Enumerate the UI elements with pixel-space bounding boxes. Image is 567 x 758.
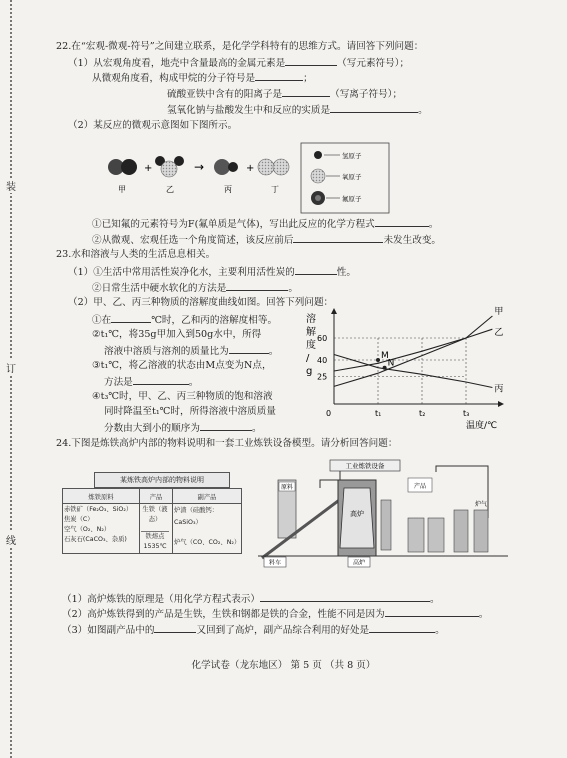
point-label: N bbox=[387, 358, 395, 369]
answer-blank[interactable] bbox=[330, 103, 418, 113]
q23-s3a: ③t₁℃，将乙溶液的状态由M点变为N点， bbox=[92, 360, 272, 371]
q23-s2b: 溶液中溶质与溶剂的质量比为 。 bbox=[104, 346, 279, 357]
q24-part2: （2）高炉炼铁得到的产品是生铁，生铁和钢都是铁的合金，性能不同是因为 。 bbox=[62, 609, 489, 620]
q22-stem: 22.在“宏观-微观-符号”之间建立联系，是化学学科特有的思维方式。请回答下列问题： bbox=[56, 41, 424, 52]
y-axis-label: 解 bbox=[306, 327, 316, 338]
raw-material: 焦炭（C） bbox=[64, 516, 94, 523]
answer-blank[interactable] bbox=[226, 281, 288, 291]
label-jia: 甲 bbox=[118, 185, 126, 194]
legend-hydrogen: 氢原子 bbox=[342, 152, 362, 160]
materials-table bbox=[62, 488, 242, 554]
series-label: 甲 bbox=[494, 307, 504, 317]
materials-table-title: 某炼铁高炉内部的物料说明 bbox=[94, 472, 230, 488]
answer-blank[interactable] bbox=[285, 56, 337, 66]
table-header: 产品 bbox=[140, 489, 173, 504]
answer-blank[interactable] bbox=[260, 592, 430, 602]
byproduct: 炉渣（硅酸钙：CaSiO₃） bbox=[174, 507, 219, 526]
series-label: 乙 bbox=[494, 328, 504, 339]
q23-s3b: 方法是 。 bbox=[104, 377, 199, 388]
q23-part1-a: （1）①生活中常用活性炭净化水，主要利用活性炭的 性。 bbox=[68, 267, 356, 278]
y-axis-label: 度 bbox=[306, 340, 316, 351]
y-axis-label: 溶 bbox=[306, 314, 316, 325]
solubility-chart bbox=[296, 306, 526, 434]
byproduct: 炉气（CO、CO₂、N₂） bbox=[174, 539, 241, 546]
q23-s4b: 同时降温至t₁℃时，所得溶液中溶质质量 bbox=[104, 406, 276, 417]
q22-part1-c: 硫酸亚铁中含有的阳离子是 （写离子符号）； bbox=[167, 89, 403, 100]
reaction-arrow: → bbox=[194, 160, 205, 174]
atom-legend bbox=[301, 143, 389, 213]
point-M bbox=[376, 358, 380, 362]
y-tick-label: 60 bbox=[317, 334, 328, 343]
byproducts-cell bbox=[173, 504, 242, 554]
x-tick-label: t₂ bbox=[419, 409, 426, 418]
q22-part1-b: 从微观角度看，构成甲烷的分子符号是 ； bbox=[92, 73, 313, 84]
answer-blank[interactable] bbox=[293, 233, 383, 243]
label-bing: 丙 bbox=[224, 185, 232, 194]
label-furnace: 高炉 bbox=[350, 510, 364, 518]
q23-stem: 23.水和溶液与人类的生活息息相关。 bbox=[56, 249, 216, 260]
label-yi: 乙 bbox=[166, 185, 174, 194]
label-furnace-gas: 炉气 bbox=[474, 501, 488, 508]
q23-s4c: 分数由大到小的顺序为 。 bbox=[104, 423, 262, 434]
raw-materials-cell bbox=[63, 504, 140, 554]
reaction-diagram bbox=[96, 140, 406, 218]
molecule-yi bbox=[155, 156, 184, 177]
table-header: 副产品 bbox=[173, 489, 242, 504]
y-axis-arrow bbox=[331, 308, 337, 314]
answer-blank[interactable] bbox=[133, 375, 189, 385]
binding-margin bbox=[2, 0, 20, 758]
equipment-title: 工业炼铁设备 bbox=[345, 462, 385, 470]
raw-material: 石灰石(CaCO₃、杂质) bbox=[64, 536, 127, 543]
q23-s1: ①在 ℃时，乙和丙的溶解度相等。 bbox=[92, 315, 278, 326]
raw-material: 赤铁矿（Fe₂O₃、SiO₂） bbox=[64, 506, 133, 513]
answer-blank[interactable] bbox=[229, 344, 269, 354]
series-label: 丙 bbox=[494, 384, 504, 395]
table-header: 炼铁原料 bbox=[63, 489, 140, 504]
molecule-jia bbox=[108, 159, 137, 175]
label-furnace-base: 高炉 bbox=[352, 559, 366, 567]
answer-blank[interactable] bbox=[385, 607, 479, 617]
answer-blank[interactable] bbox=[282, 87, 330, 97]
q23-part1-b: ②日常生活中硬水软化的方法是 。 bbox=[92, 283, 298, 294]
page-footer: 化学试卷（龙东地区） 第 5 页 （共 8 页） bbox=[191, 660, 376, 671]
binding-mark: 订 bbox=[2, 360, 20, 375]
label-cart: 料车 bbox=[268, 559, 282, 567]
label-raw-material: 原料 bbox=[280, 484, 294, 491]
legend-oxygen: 氧原子 bbox=[342, 173, 362, 181]
iron-melting-point: 铁熔点1535℃ bbox=[141, 531, 169, 552]
y-axis-label: / bbox=[306, 353, 310, 364]
y-tick-label: 40 bbox=[317, 356, 328, 365]
point-label: M bbox=[381, 351, 389, 361]
product-cell bbox=[140, 504, 173, 554]
answer-blank[interactable] bbox=[369, 623, 435, 633]
raw-material: 空气（O₂、N₂） bbox=[64, 526, 111, 533]
q24-figure bbox=[58, 458, 508, 568]
binding-dotted-line bbox=[10, 0, 12, 758]
point-N bbox=[383, 366, 387, 370]
curve-甲 bbox=[334, 316, 492, 386]
x-axis-arrow bbox=[498, 401, 504, 407]
y-tick-label: 25 bbox=[317, 372, 328, 382]
origin-label: 0 bbox=[326, 409, 332, 418]
answer-blank[interactable] bbox=[111, 313, 151, 323]
q22-part1-a: （1）从宏观角度看，地壳中含量最高的金属元素是 （写元素符号）； bbox=[68, 58, 410, 69]
q23-part2: （2）甲、乙、丙三种物质的溶解度曲线如图。回答下列问题： bbox=[68, 297, 334, 308]
answer-blank[interactable] bbox=[200, 421, 252, 431]
molecule-bing bbox=[214, 159, 238, 175]
product-value: 生铁（液态） bbox=[142, 506, 168, 523]
q24-stem: 24.下图是炼铁高炉内部的物料说明和一套工业炼铁设备模型。请分析回答问题： bbox=[56, 438, 398, 449]
binding-mark: 线 bbox=[2, 532, 20, 547]
q22-part2: （2）某反应的微观示意图如下图所示。 bbox=[68, 120, 238, 131]
q22-part1-d: 氢氧化钠与盐酸发生中和反应的实质是 。 bbox=[167, 105, 428, 116]
q23-s2a: ②t₁℃，将35g甲加入到50g水中，所得 bbox=[92, 329, 262, 340]
answer-blank[interactable] bbox=[154, 623, 196, 633]
x-tick-label: t₃ bbox=[463, 409, 470, 418]
x-tick-label: t₁ bbox=[375, 409, 382, 418]
q22-sub2: ②从微观、宏观任选一个角度简述，该反应前后 未发生改变。 bbox=[92, 235, 442, 246]
answer-blank[interactable] bbox=[375, 217, 429, 227]
binding-mark: 装 bbox=[2, 178, 20, 193]
legend-fluorine: 氟原子 bbox=[342, 195, 362, 203]
q23-s4a: ④t₃℃时，甲、乙、丙三种物质的饱和溶液 bbox=[92, 391, 273, 402]
q24-part1: （1）高炉炼铁的原理是（用化学方程式表示） 。 bbox=[62, 594, 440, 605]
answer-blank[interactable] bbox=[295, 265, 337, 275]
molecule-ding bbox=[258, 159, 289, 175]
y-axis-label: g bbox=[306, 366, 313, 377]
answer-blank[interactable] bbox=[255, 71, 303, 81]
blast-furnace-equipment bbox=[258, 458, 508, 568]
q24-part3: （3）如图副产品中的 又回到了高炉，副产品综合利用的好处是 。 bbox=[62, 625, 445, 636]
label-product: 产品 bbox=[413, 483, 427, 490]
x-axis-label: 温度/℃ bbox=[466, 421, 498, 431]
plus-sign: + bbox=[144, 163, 153, 174]
plus-sign: + bbox=[246, 163, 255, 174]
q22-sub1: ①已知氟的元素符号为F(氟单质是气体)，写出此反应的化学方程式 。 bbox=[92, 219, 439, 230]
label-ding: 丁 bbox=[271, 185, 279, 194]
